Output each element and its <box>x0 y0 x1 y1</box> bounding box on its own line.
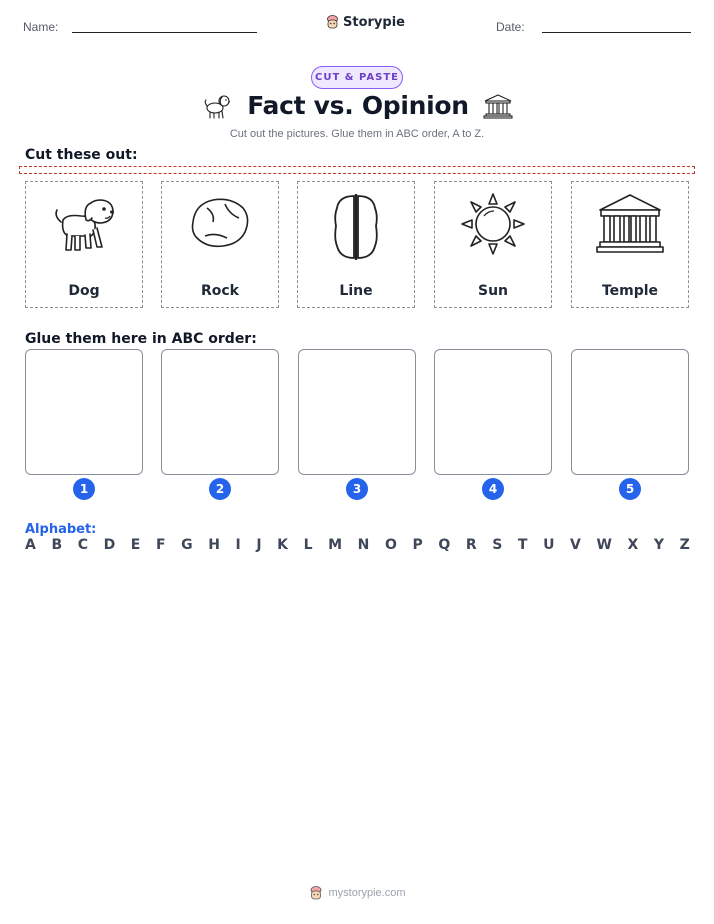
glue-box-3[interactable] <box>298 349 416 475</box>
rock-icon <box>185 192 255 256</box>
date-field-line[interactable] <box>542 32 691 33</box>
slot-number: 3 <box>346 478 368 500</box>
name-field-line[interactable] <box>72 32 257 33</box>
alphabet-letter: F <box>155 537 166 553</box>
alphabet-letter: N <box>357 537 370 553</box>
alphabet-letter: U <box>543 537 555 553</box>
alphabet-letter: L <box>303 537 313 553</box>
card-label: Dog <box>68 283 100 299</box>
alphabet-row <box>25 537 690 553</box>
storypie-mascot-icon <box>325 14 340 30</box>
glue-box-1[interactable] <box>25 349 143 475</box>
slot-number: 1 <box>73 478 95 500</box>
cut-card-temple[interactable] <box>571 181 689 308</box>
glue-box-4[interactable] <box>434 349 552 475</box>
alphabet-letter: B <box>51 537 63 553</box>
page-title <box>0 91 714 120</box>
alphabet-letter: Z <box>679 537 690 553</box>
temple-icon <box>483 93 513 119</box>
alphabet-letter: P <box>412 537 423 553</box>
slot-number: 5 <box>619 478 641 500</box>
slot-number: 4 <box>482 478 504 500</box>
alphabet-letter: Y <box>653 537 665 553</box>
brand-name: Storypie <box>343 14 405 30</box>
alphabet-letter: V <box>570 537 581 553</box>
dog-icon <box>49 192 119 256</box>
card-label: Sun <box>477 283 509 299</box>
cut-section-heading: Cut these out: <box>25 147 138 163</box>
cut-card-sun[interactable] <box>434 181 552 308</box>
glue-box-5[interactable] <box>571 349 689 475</box>
title-text: Fact vs. Opinion <box>247 91 469 120</box>
alphabet-letter: R <box>465 537 477 553</box>
card-label: Rock <box>200 283 239 299</box>
alphabet-letter: W <box>596 537 612 553</box>
temple-icon <box>595 192 665 256</box>
cut-paste-badge: CUT & PASTE <box>311 66 403 89</box>
alphabet-letter: D <box>103 537 116 553</box>
alphabet-letter: I <box>235 537 241 553</box>
alphabet-title: Alphabet: <box>25 522 97 537</box>
sun-icon <box>458 192 528 256</box>
alphabet-letter: A <box>25 537 36 553</box>
footer-url[interactable]: mystorypie.com <box>328 887 406 899</box>
instructions: Cut out the pictures. Glue them in ABC order, A to Z. <box>229 128 485 140</box>
alphabet-letter: K <box>277 537 289 553</box>
brand-logo <box>325 14 405 30</box>
alphabet-letter: E <box>130 537 141 553</box>
alphabet-letter: C <box>77 537 88 553</box>
alphabet-letter: T <box>517 537 528 553</box>
alphabet-letter: S <box>492 537 503 553</box>
alphabet-letter: O <box>384 537 397 553</box>
date-label: Date: <box>496 20 525 34</box>
line-icon <box>321 192 391 262</box>
card-label: Line <box>339 283 373 299</box>
alphabet-letter: G <box>181 537 193 553</box>
cut-line <box>19 166 695 174</box>
cut-card-line[interactable] <box>297 181 415 308</box>
footer <box>0 885 714 901</box>
card-label: Temple <box>601 283 659 299</box>
glue-section-heading: Glue them here in ABC order: <box>25 331 257 347</box>
alphabet-letter: Q <box>438 537 451 553</box>
slot-number: 2 <box>209 478 231 500</box>
storypie-mascot-icon <box>308 885 324 901</box>
glue-box-2[interactable] <box>161 349 279 475</box>
alphabet-letter: J <box>256 537 262 553</box>
name-label: Name: <box>23 20 59 34</box>
alphabet-letter: X <box>627 537 639 553</box>
dog-icon <box>201 92 233 120</box>
alphabet-letter: H <box>208 537 220 553</box>
cut-card-rock[interactable] <box>161 181 279 308</box>
alphabet-letter: M <box>328 537 343 553</box>
cut-card-dog[interactable] <box>25 181 143 308</box>
